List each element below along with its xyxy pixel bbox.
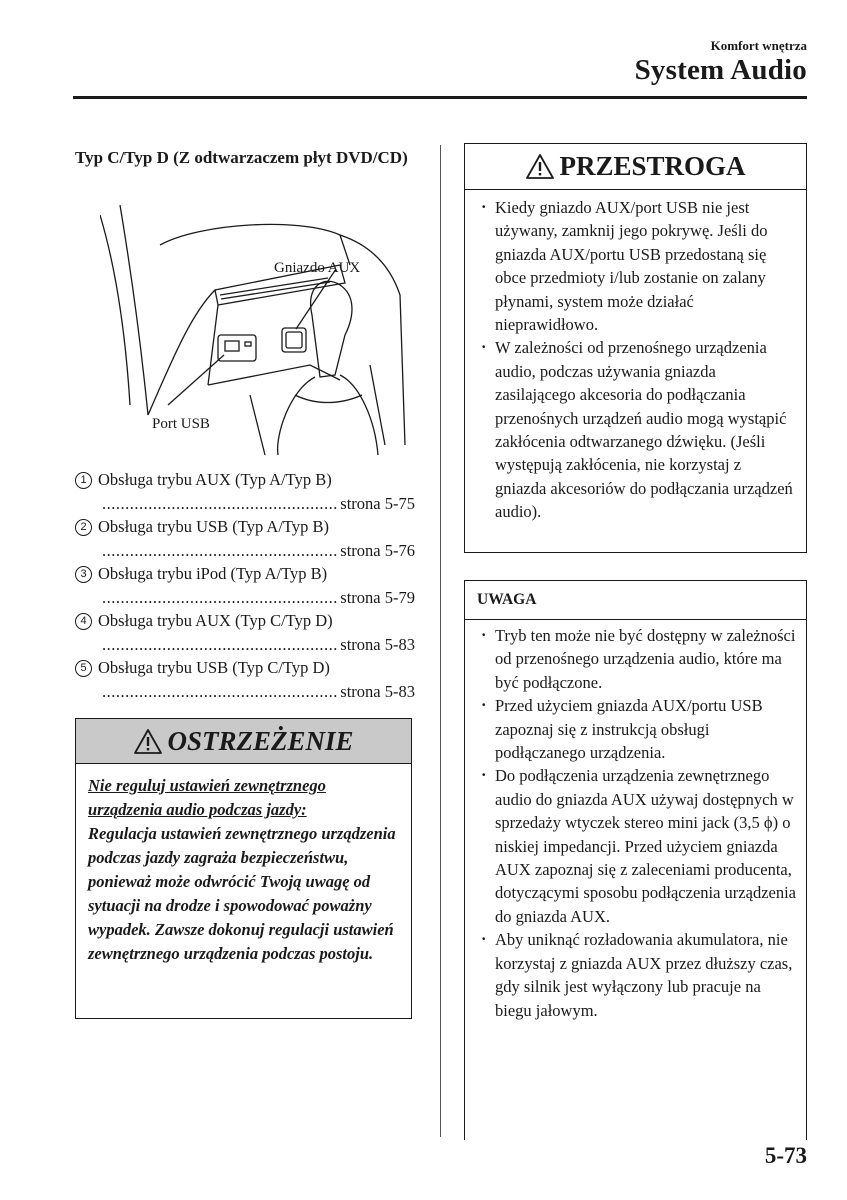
- item-number: 3: [75, 566, 92, 583]
- reference-text: Obsługa trybu USB (Typ A/Typ B): [98, 517, 329, 536]
- page-number: 5-73: [764, 1143, 807, 1168]
- warning-triangle-icon: [133, 728, 163, 755]
- subheading: Typ C/Typ D (Z odtwarzaczem płyt DVD/CD): [75, 148, 408, 167]
- console-illustration: [100, 205, 410, 455]
- section-title: Komfort wnętrza: [710, 38, 807, 53]
- caution-box: [464, 143, 807, 553]
- item-number: 4: [75, 613, 92, 630]
- warning-text: Regulacja ustawień zewnętrznego urządzenia podczas jazdy zagraża bezpieczeństwu, ponieważ może odwrócić Twoją uwagę od sytuacji na drodze i spowodować poważny wypadek. Zawsze dokonuj regulacji ustawień zewnętrznego urządzenia podczas postoju.: [88, 824, 396, 963]
- note-item: · Przed użyciem gniazda AUX/portu USB zapoznaj się z instrukcją obsługi podłączanego urządzenia.: [479, 694, 796, 764]
- caution-item: · Kiedy gniazdo AUX/port USB nie jest używany, zamknij jego pokrywę. Jeśli do gniazda AUX/portu USB przedostaną się obce przedmioty i/lub zostanie on zalany płynami, system może działać nieprawidłowo.: [479, 196, 796, 336]
- column-divider: [440, 145, 441, 1137]
- reference-list: [75, 470, 415, 705]
- item-number: 2: [75, 519, 92, 536]
- reference-text: Obsługa trybu iPod (Typ A/Typ B): [98, 564, 328, 583]
- reference-item[interactable]: [75, 658, 415, 705]
- dot-leader: [102, 588, 337, 608]
- page-reference[interactable]: strona 5-83: [340, 635, 415, 654]
- note-header: UWAGA: [465, 581, 806, 620]
- note-body: [465, 620, 806, 1022]
- caution-header: [465, 144, 806, 190]
- usb-port-label: Port USB: [152, 416, 210, 432]
- item-number: 5: [75, 660, 92, 677]
- page-reference[interactable]: strona 5-75: [340, 494, 415, 513]
- caution-body: [465, 190, 806, 524]
- aux-jack-label: Gniazdo AUX: [274, 260, 361, 276]
- header-rule: [73, 96, 807, 99]
- warning-body: [76, 764, 411, 966]
- page-reference[interactable]: strona 5-76: [340, 541, 415, 560]
- note-item: · Tryb ten może nie być dostępny w zależności od przenośnego urządzenia audio, które ma być podłączone.: [479, 624, 796, 694]
- reference-item[interactable]: [75, 611, 415, 658]
- note-box: [464, 580, 807, 1140]
- warning-box: [75, 718, 412, 1019]
- reference-item[interactable]: [75, 517, 415, 564]
- reference-text: Obsługa trybu AUX (Typ C/Typ D): [98, 611, 333, 630]
- item-number: 1: [75, 472, 92, 489]
- caution-item: · W zależności od przenośnego urządzenia audio, podczas używania gniazda zasilającego akcesoria do podłączania przenośnych urządzeń audio mogą wystąpić zakłócenia odtwarzanego dźwięku. (Jeśli występują zakłócenia, nie korzystaj z gniazda akcesoriów do podłączania urządzeń audio).: [479, 336, 796, 523]
- reference-item[interactable]: [75, 564, 415, 611]
- reference-text: Obsługa trybu AUX (Typ A/Typ B): [98, 470, 332, 489]
- caution-triangle-icon: [525, 153, 555, 180]
- reference-text: Obsługa trybu USB (Typ C/Typ D): [98, 658, 330, 677]
- dot-leader: [102, 494, 337, 514]
- note-item: · Aby uniknąć rozładowania akumulatora, nie korzystaj z gniazda AUX przez dłuższy czas, gdy silnik jest wyłączony lub pracuje na biegu jałowym.: [479, 928, 796, 1022]
- dot-leader: [102, 541, 337, 561]
- page-reference[interactable]: strona 5-79: [340, 588, 415, 607]
- warning-header: [76, 719, 411, 764]
- dot-leader: [102, 682, 337, 702]
- caution-title: PRZESTROGA: [559, 151, 746, 181]
- page-reference[interactable]: strona 5-83: [340, 682, 415, 701]
- warning-lead: Nie reguluj ustawień zewnętrznego urządzenia audio podczas jazdy:: [88, 776, 326, 819]
- page-title: System Audio: [634, 54, 807, 86]
- note-item: · Do podłączenia urządzenia zewnętrznego audio do gniazda AUX używaj dostępnych w sprzedaży wtyczek stereo mini jack (3,5 ϕ) o niskiej impedancji. Przed użyciem gniazda AUX zapoznaj się z zaleceniami producenta, dotyczącymi sposobu podłączenia urządzenia do gniazda AUX.: [479, 764, 796, 928]
- reference-item[interactable]: [75, 470, 415, 517]
- warning-title: OSTRZEŻENIE: [167, 725, 354, 756]
- console-drawing: [100, 205, 410, 455]
- dot-leader: [102, 635, 337, 655]
